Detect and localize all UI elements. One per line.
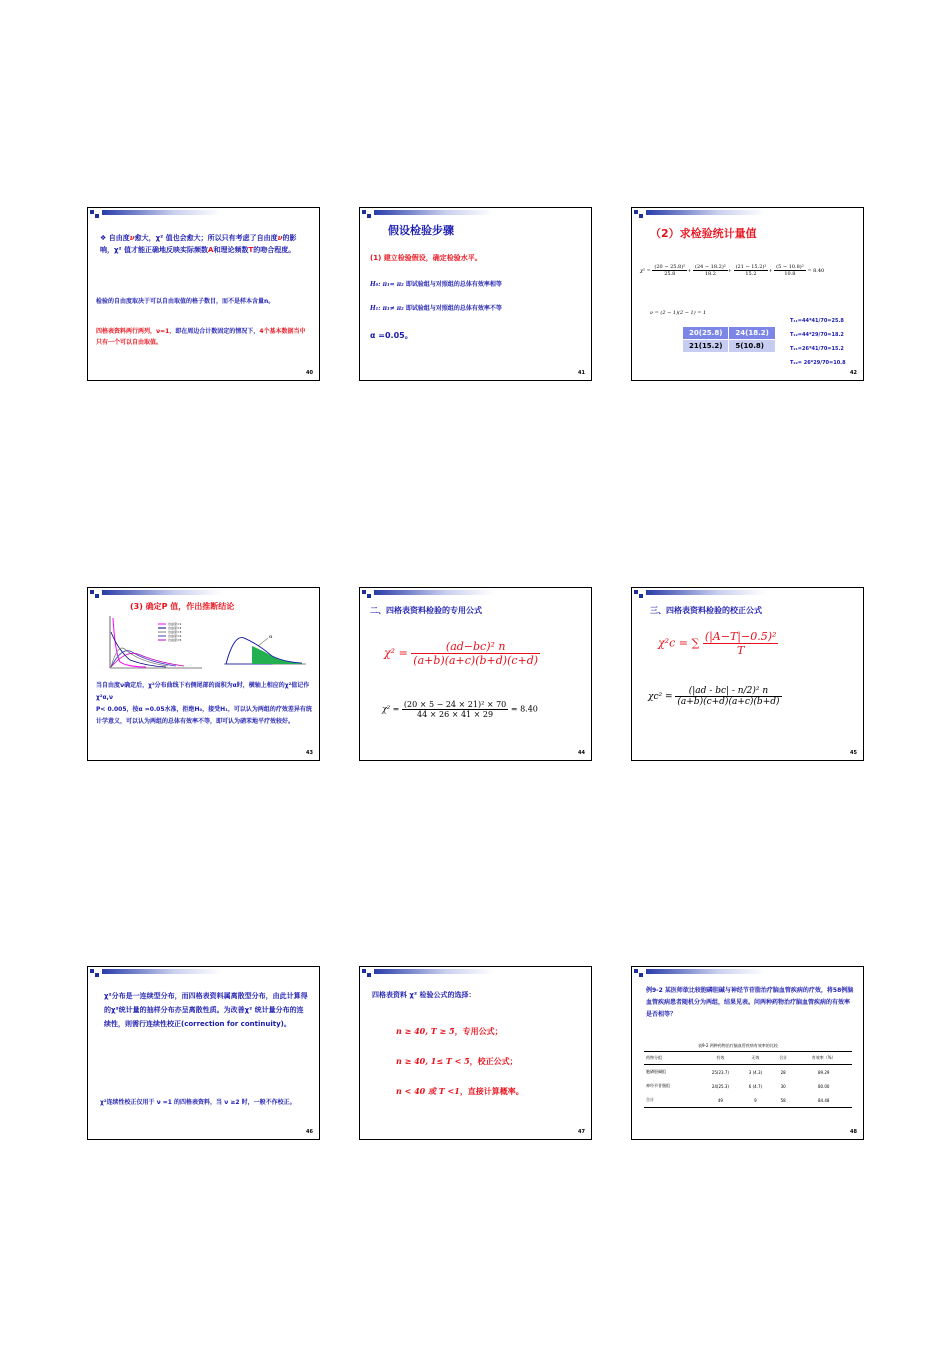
- table-cell: 80.00: [817, 1083, 830, 1089]
- table-row: [644, 1079, 852, 1093]
- expected-t11: T₁₁=44*41/70=25.8: [790, 318, 844, 324]
- table-cell: 5(10.8): [729, 340, 775, 353]
- page-number: 47: [578, 1129, 585, 1135]
- table-caption: 表9-2 两种药物治疗脑血管疾病有效率的比较: [698, 1043, 778, 1048]
- table-cell: 9: [754, 1097, 757, 1103]
- table-row: [644, 1065, 852, 1080]
- page-number: 46: [306, 1129, 313, 1135]
- special-formula: χ² = $\frac{\text{(ad−bc)² n}}{(a+b)(a+c)(b+d)(c+d)}$: [384, 640, 539, 667]
- page-number: 45: [850, 750, 857, 756]
- slide-title: 假设检验步骤: [388, 224, 454, 237]
- legend-item: 自由度=5: [168, 638, 182, 642]
- slide-header: [632, 208, 863, 218]
- slide-43: [87, 587, 320, 761]
- slide-header: [632, 967, 863, 977]
- slide-header: [360, 967, 591, 977]
- table-cell: 24(25.3): [711, 1083, 729, 1089]
- table-cell: 21(15.2): [683, 340, 729, 353]
- slide-48: [631, 966, 864, 1140]
- table-cell: 3 (4.3): [748, 1069, 763, 1075]
- slide-header: [360, 588, 591, 598]
- table-cell: 89.29: [817, 1069, 830, 1075]
- slide-title: 三、四格表资料检验的校正公式: [650, 606, 762, 615]
- column-header: 无效: [751, 1055, 760, 1060]
- slide-41: [359, 207, 592, 381]
- expected-values: [790, 314, 846, 370]
- slide-header: [88, 208, 319, 218]
- slide-40-paragraph-3: 四格表资料两行两列，ν=1，即在周边合计数固定的情况下，4个基本数据当中只有一个可以自由取值。: [96, 328, 306, 346]
- slide-header: [88, 588, 319, 598]
- alpha-label: α: [269, 634, 273, 640]
- slide-46-paragraph-2: χ²连续性校正仅用于 ν =1 的四格表资料，当 ν ≥2 时，一般不作校正。: [100, 1099, 296, 1106]
- table-cell: 28: [780, 1069, 786, 1075]
- expected-t21: T₂₁=26*41/70=15.2: [790, 346, 844, 352]
- page-number: 40: [306, 370, 313, 376]
- slide-title: 二、四格表资料检验的专用公式: [370, 606, 482, 615]
- slide-40: [87, 207, 320, 381]
- page-number: 43: [306, 750, 313, 756]
- page-number: 42: [850, 370, 857, 376]
- expected-t12: T₁₂=44*29/70=18.2: [790, 332, 844, 338]
- slide-40-paragraph-1: ❖ 自由度ν愈大，χ² 值也会愈大；所以只有考虑了自由度ν的影响，χ² 值才能正确地反映实际频数A和理论频数T的吻合程度。: [100, 233, 297, 254]
- table-cell: 神经节苷脂组: [646, 1083, 670, 1088]
- table-cell: 84.48: [817, 1097, 830, 1103]
- table-cell: 20(25.8): [683, 327, 729, 340]
- slide-40-paragraph-2: 检验的自由度取决于可以自由取值的格子数目，而不是样本含量n。: [96, 298, 275, 305]
- correction-formula: χ²c = ∑ $\frac{\text{(|A−T|−0.5)²}}{T}$: [658, 630, 777, 657]
- legend-item: 自由度=1: [168, 622, 182, 626]
- example-intro: 例9-2 某医师欲比较胞磷胆碱与神经节苷脂治疗脑血管疾病的疗效，将58例脑血管疾病患者随机分为两组，结果见表。问两种药物治疗脑血管疾病的有效率是否相等？: [646, 987, 854, 1018]
- step-1: (1) 建立检验假设，确定检验水平。: [370, 254, 482, 262]
- page-number: 44: [578, 750, 585, 756]
- degrees-of-freedom: ν = (2 − 1)(2 − 1) = 1: [650, 310, 707, 316]
- slide-title: （2）求检验统计量值: [650, 227, 757, 240]
- legend-item: 自由度=2: [168, 626, 182, 630]
- column-header: 药物分组: [646, 1055, 662, 1060]
- slide-46-paragraph-1: χ²分布是一连续型分布，而四格表资料属离散型分布，由此计算得的χ²统计量的抽样分布亦呈离散性质。为改善χ² 统计量分布的连续性，则需行连续性校正(correction for continuity)。: [104, 992, 308, 1028]
- rule-3: n < 40 或 T <1，直接计算概率。: [396, 1086, 524, 1096]
- table-cell: 合计: [646, 1097, 654, 1102]
- table-cell: 49: [717, 1097, 723, 1103]
- column-header: 有效率（%）: [811, 1055, 836, 1060]
- slide-title: 四格表资料 χ² 检验公式的选择：: [372, 991, 476, 999]
- column-header: 有效: [716, 1055, 725, 1060]
- table-cell: 胞磷胆碱组: [646, 1069, 666, 1074]
- page-number: 48: [850, 1129, 857, 1135]
- chi-square-calculation: χ² = $\frac{\text{(20 − 25.8)²}}{25.8}$ + $\frac{\text{(24 − 18.2)²}}{18.2}$ + $\frac{\text{(21 − 15.2)²}}{15.2}$ + $\frac{\text{(5 − 10.8)²}}{10.8}$ = 8.40: [640, 264, 825, 277]
- efficacy-table: [644, 1051, 852, 1108]
- slide-43-paragraph: 当自由度ν确定后，χ²分布曲线下右侧尾部的面积为α时，横轴上相应的χ²值记作χ²α,ν P< 0.005，按α =0.05水准，拒绝H₀，接受H₁，可以认为两组的疗效差异有统计学意义，可以认为两组的总体有效率不等，即可认为硝苯地平疗效较好。: [96, 682, 312, 725]
- page-number: 41: [578, 370, 585, 376]
- column-header: 合计: [779, 1055, 788, 1060]
- special-formula-example: χ² = $\frac{\text{(20 × 5 − 24 × 21)² × 70}}{44 \times 26 \times 41 \times 29}$ = 8.40: [382, 700, 538, 719]
- slide-header: [360, 208, 591, 218]
- tail-area-diagram: [222, 630, 308, 668]
- rule-2: n ≥ 40, 1≤ T < 5，校正公式；: [396, 1056, 518, 1066]
- observed-expected-table: [682, 326, 776, 353]
- table-cell: 58: [780, 1097, 786, 1103]
- rule-1: n ≥ 40, T ≥ 5，专用公式；: [396, 1026, 503, 1036]
- legend-item: 自由度=4: [168, 634, 182, 638]
- slide-header: [88, 967, 319, 977]
- chi-square-density-chart: [96, 612, 206, 676]
- table-cell: 6 (4.7): [748, 1083, 763, 1089]
- slide-44: [359, 587, 592, 761]
- correction-formula-fourfold: χc² = $\frac{\text{(|ad - bc| - n/2)² n}}{(a+b)(c+d)(a+c)(b+d)}$: [648, 686, 780, 707]
- table-cell: 25(23.7): [711, 1069, 729, 1075]
- legend-item: 自由度=3: [168, 630, 182, 634]
- hypothesis-h1: H₁: π₁≠ π₂ 即试验组与对照组的总体有效率不等: [370, 305, 502, 312]
- slide-45: [631, 587, 864, 761]
- slide-header: [632, 588, 863, 598]
- table-cell: 30: [780, 1083, 786, 1089]
- slide-47: [359, 966, 592, 1140]
- expected-t22: T₂₂= 26*29/70=10.8: [790, 360, 846, 366]
- slide-title: (3) 确定P 值，作出推断结论: [130, 602, 235, 611]
- alpha-level: α =0.05。: [370, 331, 413, 340]
- slide-46: [87, 966, 320, 1140]
- slide-42: [631, 207, 864, 381]
- table-row: [644, 1093, 852, 1108]
- table-cell: 24(18.2): [729, 327, 775, 340]
- hypothesis-h0: H₀: π₁= π₂ 即试验组与对照组的总体有效率相等: [370, 281, 502, 288]
